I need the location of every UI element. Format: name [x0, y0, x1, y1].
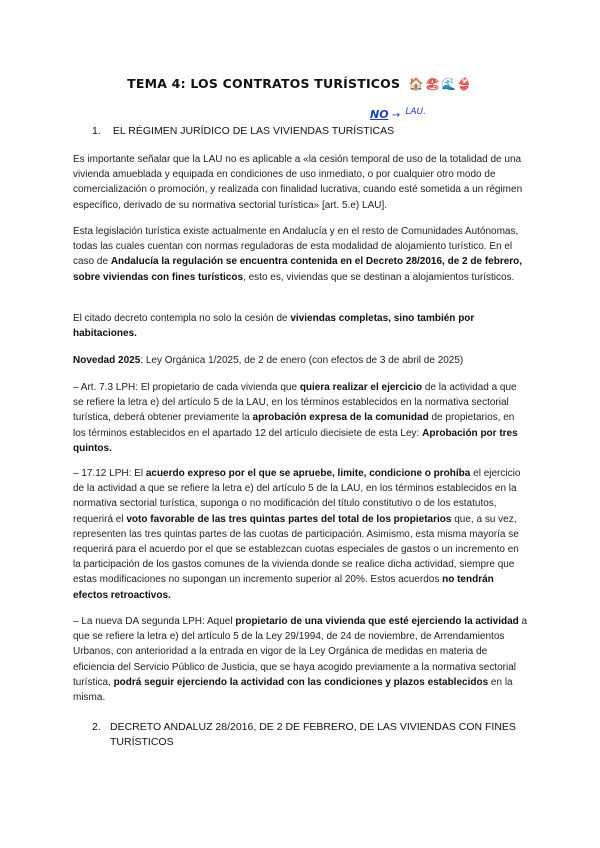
section-2-title-cont: TURÍSTICOS	[110, 736, 174, 748]
novedad-label: Novedad 2025	[73, 355, 141, 366]
p7-text-a: – La nueva DA segunda LPH: Aquel	[73, 616, 236, 627]
annotation-no: NO	[370, 108, 389, 121]
paragraph-art-7-3	[73, 380, 529, 456]
page-title	[0, 76, 600, 91]
section-1-number: 1.	[92, 125, 101, 137]
p7-bold-d: podrá seguir ejerciendo la actividad con las condiciones y plazos establecidos	[113, 676, 489, 688]
p6-bold-b: acuerdo expreso por el que se apruebe, limite, condicione o prohíba	[145, 468, 471, 479]
section-2-heading	[92, 720, 522, 750]
p2-text-c: , esto es, viviendas que se destinan a alojamientos turísticos.	[243, 271, 515, 283]
section-2-title: DECRETO ANDALUZ 28/2016, DE 2 DE FEBRERO, DE LAS VIVIENDAS CON FINES	[110, 721, 516, 733]
p5-bold-f: Aprobación por tres quintos.	[73, 427, 518, 454]
p5-text-e: de propietarios, en los términos establecidos en el apartado 12 del artículo diecisiete de esta Ley:	[73, 412, 515, 439]
p7-bold-b: propietario de una vivienda que esté ejerciendo la actividad	[235, 616, 519, 627]
p6-text-a: – 17.12 LPH: El	[73, 468, 146, 479]
p5-text-c: de la actividad a que se refiere la letra e) del artículo 5 de la LAU, en los términos establecidos en la normativa sectorial turística, deberá obtener previamente la	[73, 382, 517, 424]
p3-bold: viviendas completas, sino también por habitaciones.	[73, 313, 475, 340]
p2-text-a: Esta legislación turística existe actualmente en Andalucía y en el resto de Comunidades Autónomas, todas las cuales cuentan con normas reguladoras de esta modalidad de alojamiento turístico. En el caso de	[73, 226, 519, 268]
title-text: TEMA 4: LOS CONTRATOS TURÍSTICOS	[127, 76, 401, 91]
paragraph-1: Es importante señalar que la LAU no es aplicable a «la cesión temporal de uso de la totalidad de una vivienda amueblada y equipada en condiciones de uso inmediato, o por cualquier otro modo de comercialización o promoción, y realizada con finalidad lucrativa, cuando esté sometida a un régimen específico, derivado de su normativa sectorial turística» [art. 5.e) LAU].	[73, 154, 523, 211]
p3-text-a: El citado decreto contempla no solo la cesión de	[73, 313, 291, 324]
title-emojis: 🏠🏖🌊👙	[408, 77, 473, 91]
p6-text-c: el ejercicio de la actividad a que se refiere la letra e) del artículo 5 de la LAU, en los términos establecidos en la normativa sectorial turística, suponga o no modificación del título constitutivo o de los estatutos, requerirá el	[73, 468, 521, 525]
annotation-lau: LAU.	[405, 107, 426, 117]
section-1-title: EL RÉGIMEN JURÍDICO DE LAS VIVIENDAS TURÍSTICAS	[112, 125, 395, 137]
p6-bold-d: voto favorable de las tres quintas partes del total de los propietarios	[126, 513, 452, 525]
annotation-arrow: →	[391, 110, 401, 121]
p7-text-e: en la misma.	[73, 676, 513, 704]
p5-bold-d: aprobación expresa de la comunidad	[252, 412, 429, 424]
p6-text-e: que, a su vez, representen las tres quintas partes de las cuotas de participación. Asimismo, esta misma mayoría se requerirá para el acuerdo por el que se establezcan cuotas especiales de gastos o un incremento en la participación de los gastos comunes de la vivienda donde se realice dicha actividad, siempre que estas modificaciones no supongan un incremento superior al 20%. Estos acuerdos	[73, 513, 519, 586]
section-2-number: 2.	[92, 721, 101, 733]
p2-bold-decreto: Andalucía la regulación se encuentra contenida en el Decreto 28/2016, de 2 de febrero, sobre viviendas con fines turísticos	[73, 256, 523, 283]
novedad-text: : Ley Orgánica 1/2025, de 2 de enero (con efectos de 3 de abril de 2025)	[140, 355, 464, 366]
p5-text-a: – Art. 7.3 LPH: El propietario de cada vivienda que	[73, 382, 300, 393]
p5-bold-b: quiera realizar el ejercicio	[299, 382, 423, 393]
paragraph-17-12	[73, 466, 529, 603]
section-1-heading	[92, 125, 394, 137]
paragraph-da-segunda	[73, 614, 529, 705]
paragraph-3	[73, 311, 529, 341]
paragraph-2	[73, 224, 529, 285]
paragraph-4	[73, 353, 529, 368]
p7-text-c: a que se refiere la letra e) del artículo 5 de la Ley 29/1994, de 24 de noviembre, de Arrendamientos Urbanos, con anterioridad a la entrada en vigor de la Ley Orgánica de medidas en materia de eficiencia del Servicio Público de Justicia, que se haya acogido previamente a la normativa sectorial turística,	[73, 616, 528, 688]
p6-bold-f: no tendrán efectos retroactivos.	[73, 574, 494, 601]
handwritten-annotation	[370, 108, 426, 121]
